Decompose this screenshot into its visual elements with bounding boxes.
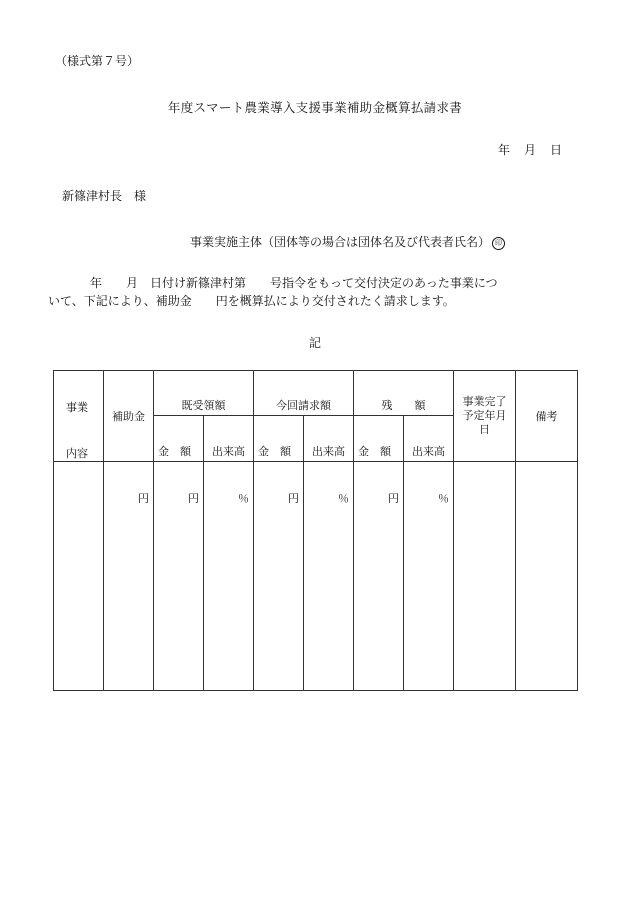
cell-received-output[interactable] xyxy=(204,462,254,691)
unit-percent: ％ xyxy=(238,492,249,505)
date-year: 年 xyxy=(498,143,511,157)
document-title: 年度スマート農業導入支援事業補助金概算払請求書 xyxy=(167,100,463,115)
unit-percent: ％ xyxy=(338,492,349,505)
cell-completion[interactable] xyxy=(454,462,516,691)
cell-business[interactable] xyxy=(54,462,104,691)
cell-subsidy[interactable] xyxy=(104,462,154,691)
cell-current-amount[interactable] xyxy=(254,462,304,691)
unit-percent: ％ xyxy=(438,492,449,505)
date-month: 月 xyxy=(524,143,537,157)
cell-remarks[interactable] xyxy=(516,462,578,691)
sub-received-output: 出来高 xyxy=(204,415,254,461)
sub-remaining-output: 出来高 xyxy=(404,415,454,461)
header-completion: 事業完了予定年月日 xyxy=(454,371,516,462)
header-current: 今回請求額 xyxy=(254,371,354,416)
date-day: 日 xyxy=(550,143,563,157)
addressee: 新篠津村長 様 xyxy=(62,189,147,203)
header-business-bottom: 内容 xyxy=(66,447,88,460)
form-number: （様式第７号） xyxy=(55,54,140,68)
header-received: 既受領額 xyxy=(154,371,254,416)
unit-yen: 円 xyxy=(388,492,399,505)
unit-yen: 円 xyxy=(138,492,149,505)
sub-current-amount: 金 額 xyxy=(254,415,304,461)
sub-received-amount: 金 額 xyxy=(154,415,204,461)
header-business-top: 事業 xyxy=(66,401,88,414)
header-remaining: 残 額 xyxy=(354,371,454,416)
sub-current-output: 出来高 xyxy=(304,415,354,461)
header-remarks: 備考 xyxy=(516,371,578,462)
ki-heading: 記 xyxy=(308,336,321,350)
applicant-line xyxy=(190,233,505,250)
date-line xyxy=(498,141,562,158)
request-text xyxy=(48,274,582,310)
cell-received-amount[interactable] xyxy=(154,462,204,691)
unit-yen: 円 xyxy=(288,492,299,505)
request-table xyxy=(53,370,578,691)
seal-icon: 印 xyxy=(492,237,505,250)
applicant-label: 事業実施主体（団体等の場合は団体名及び代表者氏名） xyxy=(190,235,491,249)
cell-remaining-output[interactable] xyxy=(404,462,454,691)
request-text-line2: いて、下記により、補助金 円を概算払により交付されたく請求します。 xyxy=(48,294,455,308)
unit-yen: 円 xyxy=(188,492,199,505)
header-business xyxy=(54,371,104,462)
request-text-line1: 年 月 日付け新篠津村第 号指令をもって交付決定のあった事業につ xyxy=(90,276,498,290)
sub-remaining-amount: 金 額 xyxy=(354,415,404,461)
cell-current-output[interactable] xyxy=(304,462,354,691)
header-subsidy: 補助金 xyxy=(104,371,154,462)
cell-remaining-amount[interactable] xyxy=(354,462,404,691)
